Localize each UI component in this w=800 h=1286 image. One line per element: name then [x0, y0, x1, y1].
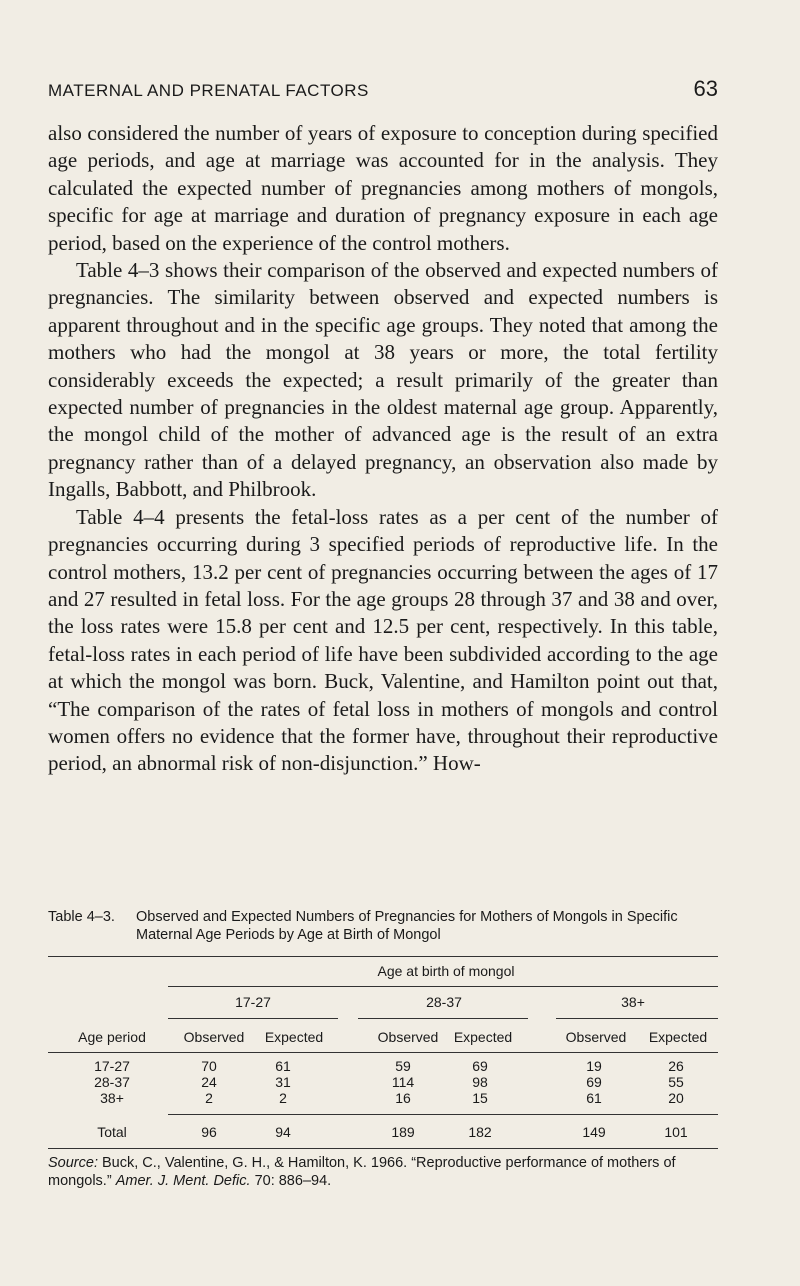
total-label: Total — [97, 1124, 127, 1140]
running-title: MATERNAL AND PRENATAL FACTORS — [48, 81, 369, 100]
column-header: Expected — [453, 1029, 513, 1045]
group-header: 38+ — [621, 994, 645, 1010]
column-header: Expected — [264, 1029, 324, 1045]
column-header: Expected — [648, 1029, 708, 1045]
row-label: 38+ — [100, 1090, 124, 1106]
source-label: Source: — [48, 1155, 98, 1171]
group-rule — [168, 1018, 338, 1019]
group-header: 17-27 — [235, 994, 271, 1010]
header-rule — [48, 1052, 718, 1053]
total-cell: 96 — [201, 1124, 217, 1140]
column-header: Observed — [377, 1029, 439, 1045]
table-cell: 16 — [395, 1090, 411, 1106]
spanner-heading: Age at birth of mongol — [377, 963, 515, 979]
row-header: Age period — [78, 1029, 146, 1045]
total-cell: 189 — [391, 1124, 415, 1140]
paragraph: Table 4–3 shows their comparison of the observed and expected numbers of pregnancies. The similarity between observed and expected numbers is apparent throughout and in the specific age groups. They noted that among the mothers who had the mongol at 38 years or more, the total fertility considerably exceeds the expected; a result primarily of the greater than expected number of pregnancies in the oldest maternal age group. Apparently, the mongol child of the mother of advanced age is the result of an extra pregnancy rather than of a delayed pregnancy, an observation also made by Ingalls, Babbott, and Philbrook. — [48, 258, 718, 502]
body-text — [48, 120, 718, 778]
total-rule — [168, 1114, 718, 1115]
row-label: 17-27 — [94, 1058, 130, 1074]
running-head — [48, 76, 718, 102]
table-cell: 69 — [472, 1058, 488, 1074]
total-cell: 94 — [275, 1124, 291, 1140]
table-bottom-rule — [48, 1148, 718, 1149]
paragraph: Table 4–4 presents the fetal-loss rates as a per cent of the number of pregnancies occurring during 3 specified periods of reproductive life. In the control mothers, 13.2 per cent of pregnancies occurring between the ages of 17 and 27 resulted in fetal loss. For the age groups 28 through 37 and 38 and over, the loss rates were 15.8 per cent and 12.5 per cent, respectively. In this table, fetal-loss rates in each period of life have been subdivided according to the age at which the mongol was born. Buck, Valentine, and Hamilton point out that, “The comparison of the rates of fetal loss in mothers of mongols and control women offers no evidence that the former have, throughout their reproductive period, an abnormal risk of non-disjunction.” How- — [48, 504, 718, 776]
total-cell: 182 — [468, 1124, 492, 1140]
table-cell: 61 — [275, 1058, 291, 1074]
row-label: 28-37 — [94, 1074, 130, 1090]
table-cell: 31 — [275, 1074, 291, 1090]
table-cell: 26 — [668, 1058, 684, 1074]
table-cell: 20 — [668, 1090, 684, 1106]
source-text: Buck, C., Valentine, G. H., & Hamilton, K. 1966. “Reproductive performance of mothers of mongols.” — [48, 1155, 676, 1189]
table-title: Observed and Expected Numbers of Pregnancies for Mothers of Mongols in Specific Maternal Age Periods by Age at Birth of Mongol — [136, 909, 678, 943]
group-rule — [556, 1018, 718, 1019]
group-rule — [358, 1018, 528, 1019]
table-cell: 59 — [395, 1058, 411, 1074]
table-top-rule — [48, 956, 718, 957]
table-cell: 24 — [201, 1074, 217, 1090]
table-cell: 114 — [391, 1074, 415, 1090]
table-cell: 98 — [472, 1074, 488, 1090]
column-header: Observed — [183, 1029, 245, 1045]
table-source-note — [48, 1154, 728, 1190]
group-header: 28-37 — [426, 994, 462, 1010]
table-cell: 61 — [586, 1090, 602, 1106]
table-cell: 15 — [472, 1090, 488, 1106]
table-caption — [48, 908, 728, 944]
total-cell: 101 — [664, 1124, 688, 1140]
table-label: Table 4–3. — [48, 909, 115, 925]
table-cell: 70 — [201, 1058, 217, 1074]
table-cell: 2 — [279, 1090, 287, 1106]
source-journal: Amer. J. Ment. Defic. — [115, 1173, 251, 1189]
column-header: Observed — [565, 1029, 627, 1045]
table-cell: 19 — [586, 1058, 602, 1074]
table-cell: 69 — [586, 1074, 602, 1090]
table-cell: 2 — [205, 1090, 213, 1106]
page-number: 63 — [693, 76, 718, 101]
spanner-rule — [168, 986, 718, 987]
table-cell: 55 — [668, 1074, 684, 1090]
source-citation: 70: 886–94. — [254, 1173, 332, 1189]
total-cell: 149 — [582, 1124, 606, 1140]
paragraph: also considered the number of years of exposure to conception during specified age periods, and age at marriage was accounted for in the analysis. They calculated the expected number of pregnancies among mothers of mongols, specific for age at marriage and duration of pregnancy exposure in each age period, based on the experience of the control mothers. — [48, 121, 718, 255]
